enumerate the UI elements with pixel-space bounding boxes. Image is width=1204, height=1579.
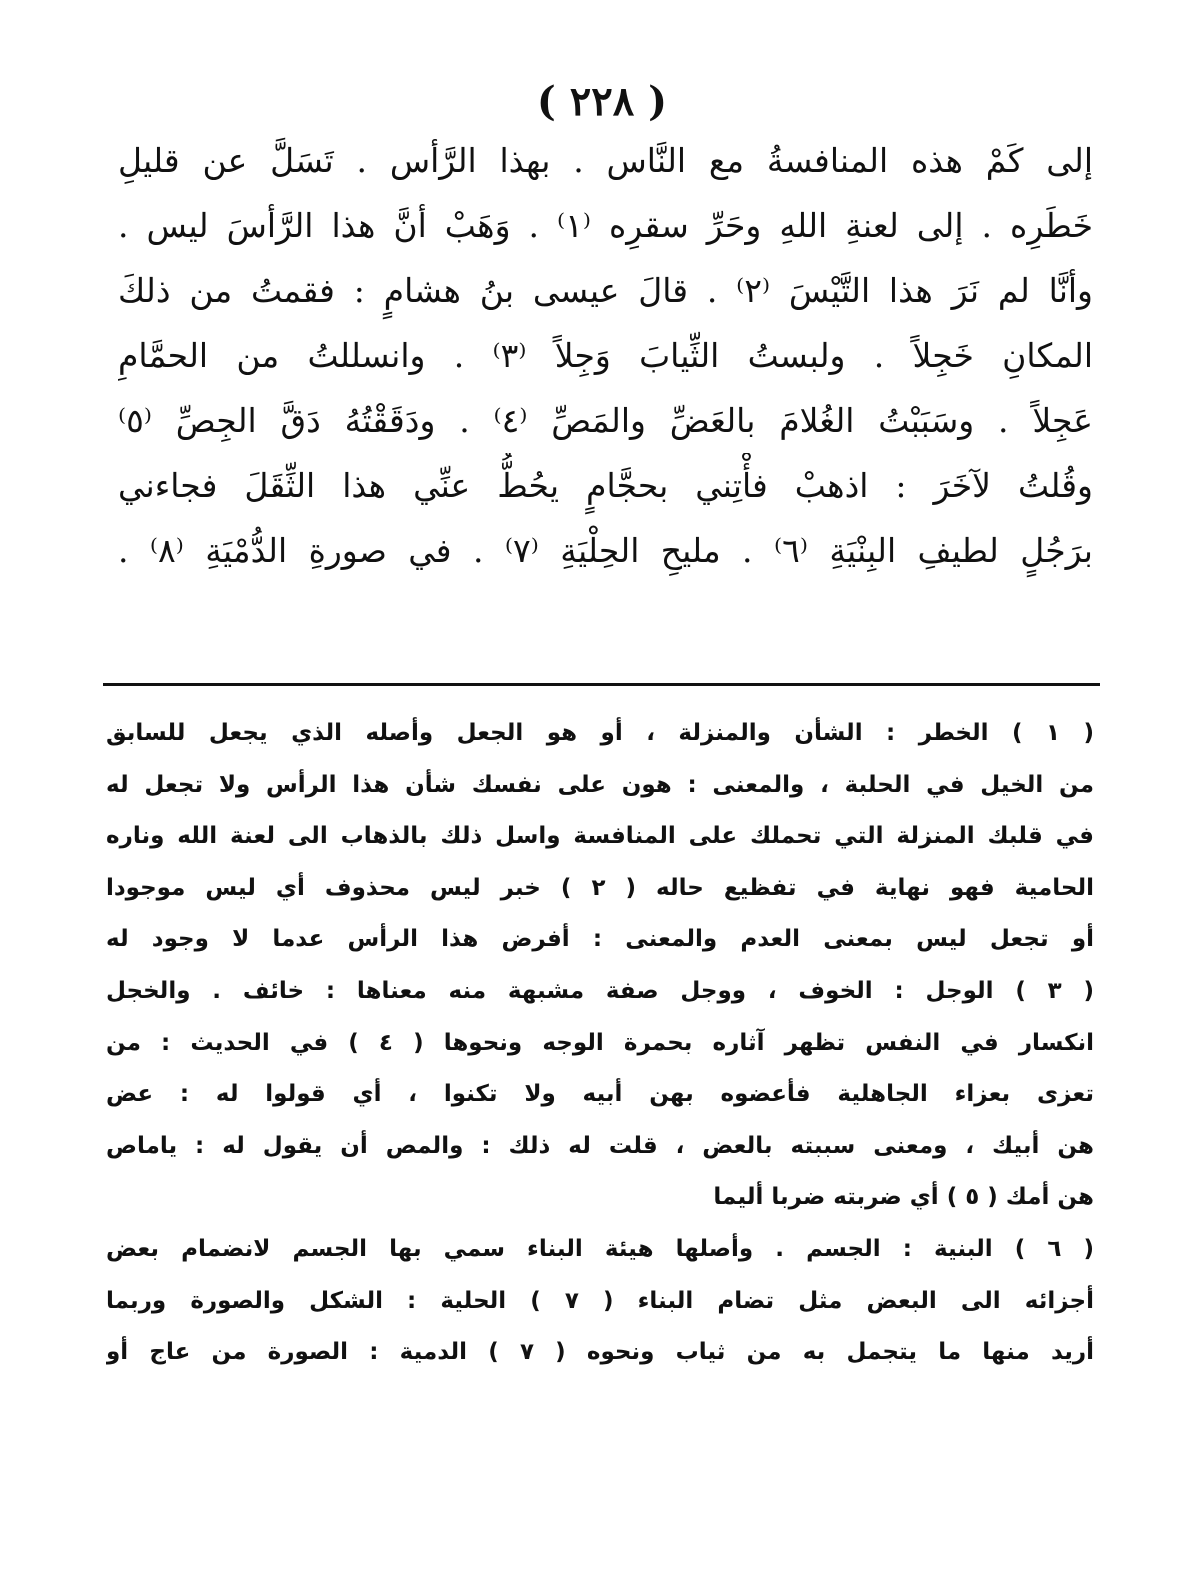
- footnote-separator: [103, 683, 1100, 686]
- main-text-line: برَجُلٍ لطيفِ البِنْيَةِ ⁽٦⁾ . مليحِ الحِلْيَةِ ⁽٧⁾ . في صورةِ الدُّمْيَةِ ⁽٨⁾ .: [118, 531, 1093, 570]
- footnote-line: ( ١ ) الخطر : الشأن والمنزلة ، أو هو الجعل وأصله الذي يجعل للسابق: [106, 720, 1094, 746]
- main-text-line: خَطَرِه . إلى لعنةِ اللهِ وحَرِّ سقرِه ⁽١⁾ . وَهَبْ أنَّ هذا الرَّأسَ ليس .: [118, 206, 1093, 245]
- main-text-line: إلى كَمْ هذه المنافسةُ مع النَّاس . بهذا الرَّأس . تَسَلَّ عن قليلِ: [118, 141, 1093, 180]
- footnote-line: تعزى بعزاء الجاهلية فأعضوه بهن أبيه ولا تكنوا ، أي قولوا له : عض: [106, 1081, 1094, 1108]
- page-number: ( ٢٢٨ ): [536, 78, 668, 125]
- footnote-line: ( ٣ ) الوجل : الخوف ، ووجل صفة مشبهة منه معناها : خائف . والخجل: [106, 977, 1094, 1004]
- footnote-line: من الخيل في الحلبة ، والمعنى : هون على نفسك شأن هذا الرأس ولا تجعل له: [106, 771, 1094, 798]
- footnote-line: الحامية فهو نهاية في تفظيع حاله ( ٢ ) خبر ليس محذوف أي ليس موجودا: [106, 874, 1094, 901]
- main-text-line: المكانِ خَجِلاً . ولبستُ الثِّيابَ وَجِلاً ⁽٣⁾ . وانسللتُ من الحمَّامِ: [118, 336, 1093, 375]
- main-text: [118, 128, 1093, 583]
- main-text-line: وقُلتُ لآخَرَ : اذهبْ فأْتِني بحجَّامٍ يحُطُّ عنِّي هذا الثِّقَلَ فجاءني: [118, 466, 1093, 505]
- footnote-line: أريد منها ما يتجمل به من ثياب ونحوه ( ٧ ) الدمية : الصورة من عاج أو: [106, 1339, 1094, 1366]
- footnote-line: هن أبيك ، ومعنى سببته بالعض ، قلت له ذلك : والمص أن يقول له : ياماص: [106, 1132, 1094, 1159]
- footnote-line: انكسار في النفس تظهر آثاره بحمرة الوجه ونحوها ( ٤ ) في الحديث : من: [106, 1029, 1094, 1056]
- main-text-line: عَجِلاً . وسَبَبْتُ الغُلامَ بالعَضِّ والمَصِّ ⁽٤⁾ . ودَقَقْتُهُ دَقَّ الجِصِّ ⁽٥⁾: [118, 401, 1093, 440]
- footnote-line: أو تجعل ليس بمعنى العدم والمعنى : أفرض هذا الرأس عدما لا وجود له: [106, 926, 1094, 953]
- footnote-line: أجزائه الى البعض مثل تضام البناء ( ٧ ) الحلية : الشكل والصورة وربما: [106, 1287, 1094, 1314]
- footnote-line: في قلبك المنزلة التي تحملك على المنافسة واسل ذلك بالذهاب الى لعنة الله وناره: [106, 823, 1094, 850]
- footnote-line: ( ٦ ) البنية : الجسم . وأصلها هيئة البناء سمي بها الجسم لانضمام بعض: [106, 1235, 1094, 1262]
- footnotes: [106, 708, 1094, 1379]
- footnote-line: هن أمك ( ٥ ) أي ضربته ضربا أليما: [713, 1184, 1094, 1211]
- main-text-line: وأنَّا لم نَرَ هذا التَّيْسَ ⁽٢⁾ . قالَ عيسى بنُ هشامٍ : فقمتُ من ذلكَ: [118, 271, 1093, 310]
